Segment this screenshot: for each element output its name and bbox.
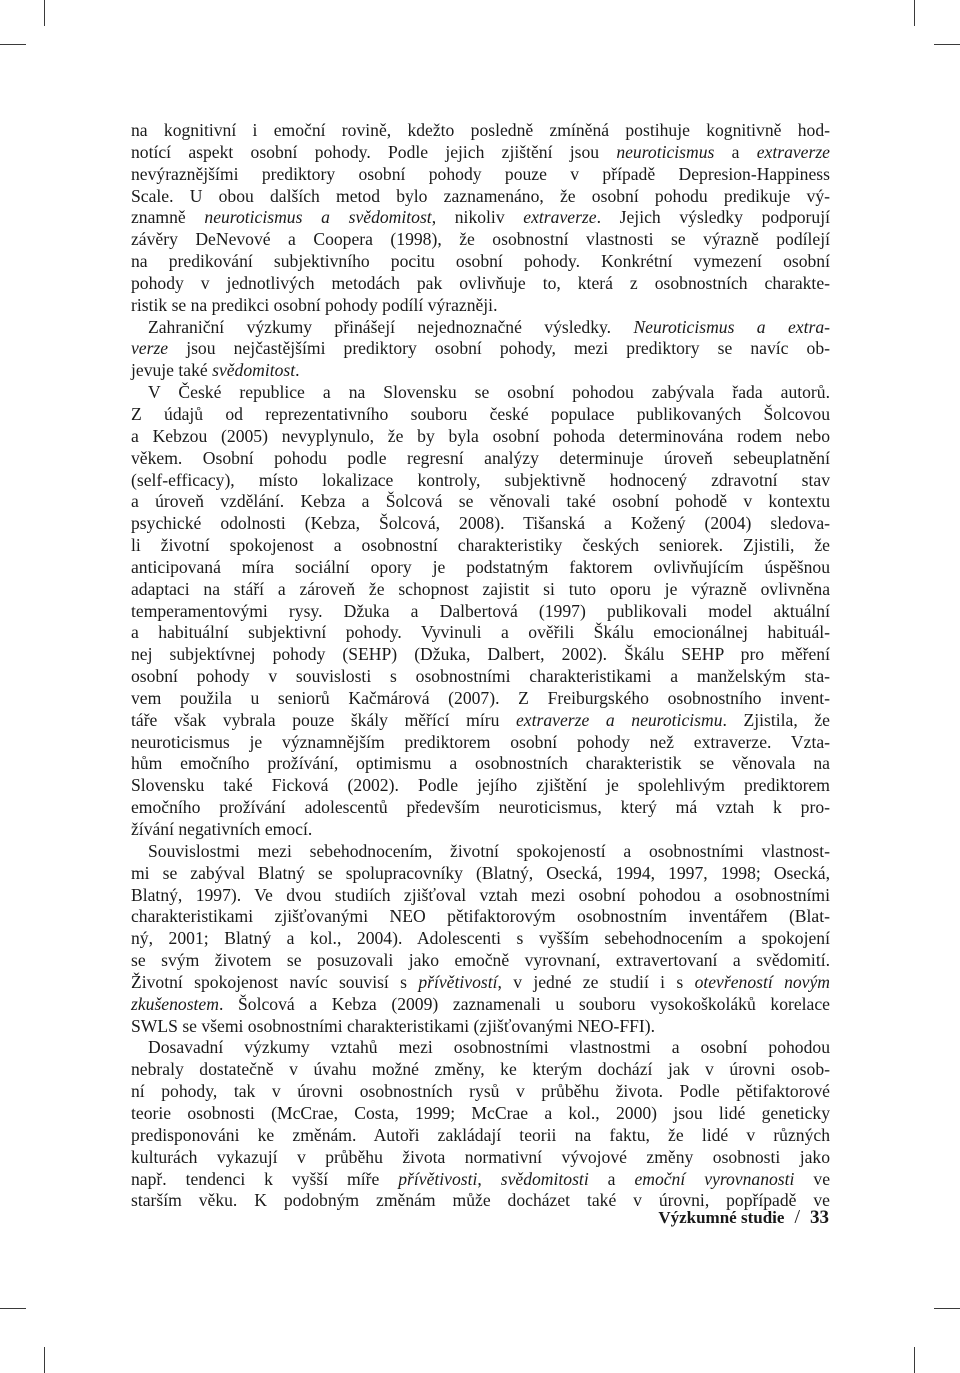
text-line [131, 1103, 830, 1125]
text-run: osobní pohody v souvislosti s osobnostními charakteristikami a manželským sta- [131, 666, 830, 687]
crop-mark-bottom-left [44, 1347, 45, 1373]
italic-term: zkušenostem [131, 993, 219, 1014]
text-run: hům emočního prožívání, optimismu a osobnostních charakteristik se věnovala na [131, 753, 830, 774]
text-run: ve [794, 1168, 830, 1189]
text-run: neuroticismus je významnějším prediktorem osobní pohody než extraverze. Vzta- [131, 731, 830, 752]
text-run: závěry DeNevové a Coopera (1998), že osobnostní vlastnosti se výrazně podílejí [131, 229, 830, 250]
text-run: Blatný, 1997). Ve dvou studiích zjišťoval vztah mezi osobní pohodou a osobnostními [131, 884, 830, 905]
paragraph [131, 120, 830, 317]
italic-term: Neuroticismus a extra- [633, 316, 830, 337]
crop-mark-bottom-right [914, 1347, 915, 1373]
text-line [131, 797, 830, 819]
text-line [131, 295, 830, 317]
text-run: (self-efficacy), místo lokalizace kontroly, subjektivně hodnocený zdravotní stav [131, 469, 830, 490]
text-run: na kognitivní i emoční rovině, kdežto posledně zmíněná postihuje kognitivně hod- [131, 120, 830, 140]
paragraph [131, 382, 830, 841]
text-run: a habituální subjektivní pohody. Vyvinuli a ověřili Škálu emocionálnej habituál- [131, 622, 830, 643]
text-run: vem použila u seniorů Kačmárová (2007). Z Freiburgského osobnostního invent- [131, 687, 830, 708]
text-run: anticipovaná míra sociální opory je podstatným faktorem ovlivňujícím úspěšnou [131, 556, 830, 577]
text-run: starším věku. K podobným změnám může docházet také v úrovni, popřípadě ve [131, 1190, 830, 1211]
text-run: temperamentovými rysy. Džuka a Dalbertová (1997) publikovali model aktuální [131, 600, 830, 621]
text-run: věkem. Osobní pohodu podle regresní analýzy determinuje úroveň sebeuplatnění [131, 447, 830, 468]
text-run: mi se zabýval Blatný se spolupracovníky (Blatný, Osecká, 1994, 1997, 1998; Osecká, [131, 862, 830, 883]
text-run: ní pohody, tak v úrovni osobnostních rysů v průběhu života. Podle pětifaktorové [131, 1081, 830, 1102]
text-run: a úroveň vzdělání. Kebza a Šolcová se věnovali také osobní pohodě v kontextu [131, 491, 830, 512]
text-line [131, 470, 830, 492]
text-run: predisponováni ke změnám. Autoři zakládají teorii na faktu, že lidé v různých [131, 1124, 830, 1145]
italic-term: přívětivosti [398, 1168, 478, 1189]
text-run: nevýraznějšími prediktory osobní pohody pouze v případě Depresion-Happiness [131, 163, 830, 184]
italic-term: přívětivostí [418, 971, 498, 992]
text-line [131, 906, 830, 928]
text-line [131, 1016, 830, 1038]
paragraph [131, 1037, 830, 1212]
text-run: nebraly dostatečně v úvahu možné změny, ke kterým dochází jak v úrovni osob- [131, 1059, 830, 1080]
text-run: . [295, 360, 300, 381]
text-line [131, 229, 830, 251]
text-line [131, 601, 830, 623]
text-run: a [588, 1168, 635, 1189]
text-line [131, 950, 830, 972]
text-run: jevuje také [131, 360, 213, 381]
text-line [131, 164, 830, 186]
italic-term: extraverze a neuroticismu [515, 709, 723, 730]
text-run: teorie osobnosti (McCrae, Costa, 1999; McCrae a kol., 2000) jsou lidé geneticky [131, 1102, 830, 1123]
text-run: pohody v jednotlivých metodách pak ovlivňuje to, která z osobnostních charakte- [131, 272, 830, 293]
text-run: SWLS se všemi osobnostními charakteristikami (zjišťovanými NEO-FFI). [131, 1015, 656, 1036]
paragraph [131, 317, 830, 383]
text-line [131, 207, 830, 229]
crop-mark-top-left-h [0, 44, 26, 45]
text-line [131, 360, 830, 382]
italic-term: neuroticismus [616, 141, 715, 162]
text-run: Scale. U obou dalších metod bylo zaznamenáno, že osobní pohodu predikuje vý- [131, 185, 830, 206]
text-run: nej subjektívnej pohody (SEHP) (Džuka, Dalbert, 2002). Škálu SEHP pro měření [131, 644, 830, 665]
text-run: na predikování subjektivního pocitu osobní pohody. Konkrétní vymezení osobní [131, 251, 830, 272]
italic-term: svědomitost [212, 360, 296, 381]
text-line [131, 186, 830, 208]
text-run: , nikoliv [431, 207, 524, 228]
italic-term: neuroticismus a svědomitost [204, 207, 432, 228]
italic-term: otevřeností novým [694, 971, 830, 992]
text-run: Dosavadní výzkumy vztahů mezi osobnostními vlastnostmi a osobní pohodou [148, 1037, 830, 1058]
text-line [131, 885, 830, 907]
text-line [131, 666, 830, 688]
text-line [131, 491, 830, 513]
text-line [131, 273, 830, 295]
italic-term: extraverze [756, 141, 830, 162]
text-line [131, 404, 830, 426]
text-line [131, 513, 830, 535]
body-text [131, 120, 830, 1212]
text-line [131, 142, 830, 164]
text-line [131, 1059, 830, 1081]
text-line [131, 251, 830, 273]
text-line [131, 732, 830, 754]
running-section-title: Výzkumné studie [658, 1208, 785, 1227]
crop-mark-top-right-h [934, 44, 960, 45]
text-line [131, 338, 830, 360]
text-run: . Zjistila, že [722, 709, 830, 730]
text-line [131, 819, 830, 841]
text-run: např. tendenci k vyšší míře [131, 1168, 399, 1189]
text-line [131, 535, 830, 557]
text-run: ný, 2001; Blatný a kol., 2004). Adolescenti s vyšším sebehodnocením a spokojení [131, 928, 830, 949]
text-line [131, 863, 830, 885]
text-line [131, 317, 830, 339]
crop-mark-bottom-left-h [0, 1308, 26, 1309]
text-line [131, 1125, 830, 1147]
text-run: ristik se na predikci osobní pohody podílí výrazněji. [131, 294, 498, 315]
text-line [131, 622, 830, 644]
text-run: psychické odolnosti (Kebza, Šolcová, 2008). Tišanská a Kožený (2004) sledova- [131, 513, 830, 534]
text-run: Souvislostmi mezi sebehodnocením, životní spokojeností a osobnostními vlastnost- [148, 840, 830, 861]
page-footer [658, 1206, 829, 1229]
text-run: se svým životem se posuzovali jako emočně vyrovnaní, extravertovaní a svědomití. [131, 950, 830, 971]
text-line [131, 841, 830, 863]
text-run: li životní spokojenost a osobnostní charakteristiky českých seniorek. Zjistili, že [131, 535, 830, 556]
text-line [131, 1037, 830, 1059]
text-run: , v jedné ze studií i s [497, 971, 695, 992]
text-line [131, 448, 830, 470]
crop-mark-top-right [914, 0, 915, 26]
text-line [131, 120, 830, 142]
italic-term: extraverze [523, 207, 597, 228]
text-line [131, 994, 830, 1016]
footer-separator: / [794, 1206, 800, 1228]
text-run: kulturách vykazují v průběhu života normativní vývojové změny osobnosti jako [131, 1146, 830, 1167]
text-run: žívání negativních emocí. [131, 819, 313, 839]
text-run: Slovensku také Ficková (2002). Podle jejího zjištění je spolehlivým prediktorem [131, 775, 830, 796]
text-line [131, 753, 830, 775]
crop-mark-top-left [44, 0, 45, 26]
text-line [131, 644, 830, 666]
text-line [131, 382, 830, 404]
text-run: a [714, 141, 757, 162]
page-number: 33 [810, 1207, 829, 1228]
paragraph [131, 841, 830, 1038]
text-line [131, 1081, 830, 1103]
text-run: jsou nejčastějšími prediktory osobní pohody, mezi prediktory se navíc ob- [168, 338, 830, 359]
text-run: charakteristikami zjišťovanými NEO pětifaktorovým osobnostním inventářem (Blat- [131, 906, 830, 927]
text-run: , [477, 1168, 501, 1189]
italic-term: verze [131, 338, 169, 359]
text-line [131, 688, 830, 710]
text-run: Z údajů od reprezentativního souboru české populace publikovaných Šolcovou [131, 403, 830, 424]
text-line [131, 710, 830, 732]
text-run: adaptaci na stáří a zároveň že schopnost zajistit si tuto oporu je výrazně ovlivněna [131, 578, 830, 599]
text-run: Zahraniční výzkumy přinášejí nejednoznačné výsledky. [148, 316, 634, 337]
text-run: a Kebzou (2005) nevyplynulo, že by byla osobní pohoda determinována rodem nebo [131, 425, 830, 446]
text-run: znamně [131, 207, 205, 228]
italic-term: emoční vyrovnanosti [634, 1168, 795, 1189]
text-run: . Šolcová a Kebza (2009) zaznamenali u souboru vysokoškoláků korelace [218, 993, 830, 1014]
text-line [131, 928, 830, 950]
text-run: V České republice a na Slovensku se osobní pohodou zabývala řada autorů. [148, 382, 830, 403]
text-line [131, 579, 830, 601]
text-line [131, 1169, 830, 1191]
text-line [131, 972, 830, 994]
text-line [131, 775, 830, 797]
text-run: emočního prožívání adolescentů především neuroticismus, který má vztah k pro- [131, 797, 830, 818]
text-line [131, 1147, 830, 1169]
text-run: táře však vybrala pouze škály měřící míru [131, 709, 516, 730]
text-line [131, 557, 830, 579]
text-run: notící aspekt osobní pohody. Podle jejich zjištění jsou [131, 141, 617, 162]
text-run: Životní spokojenost navíc souvisí s [131, 971, 419, 992]
italic-term: svědomitosti [500, 1168, 589, 1189]
crop-mark-bottom-right-h [934, 1308, 960, 1309]
text-run: . Jejich výsledky podporují [596, 207, 830, 228]
text-line [131, 426, 830, 448]
